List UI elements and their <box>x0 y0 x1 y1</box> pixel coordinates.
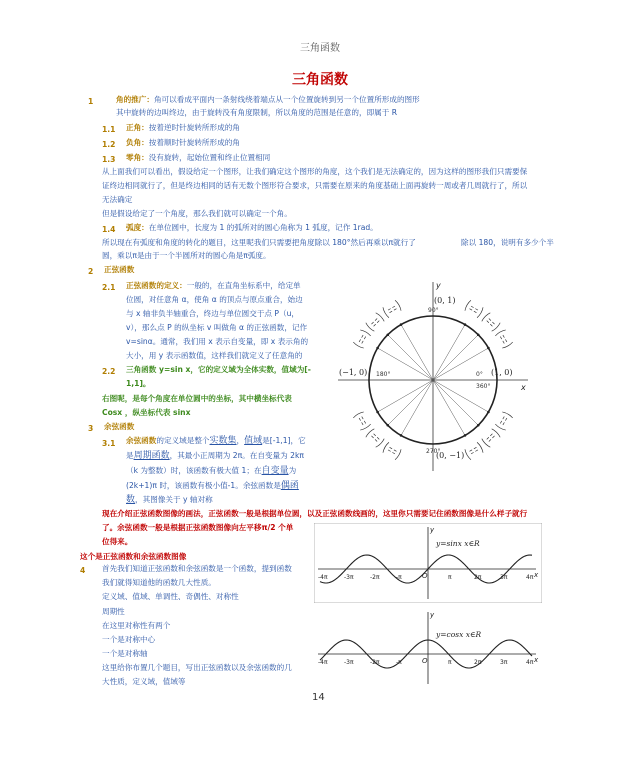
sine-graph <box>314 523 542 603</box>
paragraph-line: 无法确定 <box>102 195 133 204</box>
point-0-1-label: (0, 1) <box>434 296 456 305</box>
paragraph-line: 这个是正弦函数和余弦函数图像 <box>80 552 187 561</box>
section-number: 4 <box>80 566 86 575</box>
subsection-line <box>126 122 240 133</box>
subsection-number: 1.1 <box>102 125 116 134</box>
section-number: 2 <box>88 267 94 276</box>
angle-spoke <box>388 380 433 425</box>
paragraph-line: Cosx ，纵坐标代表 sinx <box>102 408 191 417</box>
x-axis-label: x <box>521 383 526 392</box>
circle-point <box>386 424 389 427</box>
section-text: 其中旋转的边叫终边，由于旋转没有角度限制，所以角度的范围是任意的，即属于 R <box>116 108 398 117</box>
angle-spoke <box>433 380 465 435</box>
circle-point <box>386 333 389 336</box>
cosine-graph <box>314 608 542 688</box>
coordinate-label-glyph <box>365 428 385 448</box>
circle-point <box>464 323 467 326</box>
deg-360-label: 360° <box>476 383 491 390</box>
tick-label: -3π <box>344 574 354 581</box>
coordinate-label-glyph <box>495 329 513 349</box>
unit-circle-figure <box>338 281 528 471</box>
paragraph-line <box>126 450 304 462</box>
paragraph-line: 与 x 轴非负半轴重合，终边与单位圆交于点 P（u， <box>126 309 300 318</box>
y-axis-label: y <box>430 526 435 534</box>
term: 周期函数 <box>133 451 170 461</box>
coordinate-label-glyph <box>353 411 371 431</box>
point-neg1-0-label: (−1, 0) <box>339 368 368 377</box>
section-number: 3 <box>88 424 94 433</box>
origin-label: O <box>422 657 428 665</box>
paragraph-line: 证终边相同就行了，但是终边相同的话有无数个图形符合要求，只需要在原来的角度基础上面再旋转一周或者几周就行了，所以 <box>102 181 528 190</box>
paragraph-line: 大小，用 y 表示函数值，这样我们就定义了任意角的 <box>126 351 303 360</box>
coordinate-label-stroke <box>365 428 385 448</box>
section-text: 角可以看成平面内一条射线绕着端点从一个位置旋转到另一个位置所形成的图形 <box>153 95 420 104</box>
tick-label: π <box>448 574 452 581</box>
coordinate-label-stroke <box>495 329 513 349</box>
text: (2k+1)π 时，该函数有极小值-1。余弦函数是 <box>126 481 281 490</box>
circle-point <box>487 411 490 414</box>
paragraph-line: v=sinα。通常，我们用 x 表示自变量，即 x 表示角的 <box>126 337 309 346</box>
tick-label: -π <box>396 659 402 666</box>
section-1-line <box>116 94 420 105</box>
paragraph-line <box>126 435 306 447</box>
subsection-heading: 1,1]。 <box>126 379 151 388</box>
unit-circle-diagram <box>336 276 536 476</box>
subsection-number: 1.4 <box>102 225 116 234</box>
text: 为 <box>288 466 297 475</box>
point-1-0-label: (1, 0) <box>491 368 513 377</box>
deg-0-label: 0° <box>476 371 483 378</box>
circle-point <box>464 434 467 437</box>
angle-spoke <box>378 380 433 412</box>
paragraph-line: 一个是对称中心 <box>102 635 156 644</box>
angle-spoke <box>401 325 433 380</box>
subsection-text: 按着逆时针旋转所形成的角 <box>148 123 240 132</box>
paragraph-line: 但是假设给定了一个角度，那么我们就可以确定一个角。 <box>102 209 292 218</box>
text: ，其图像关于 y 轴对称 <box>135 495 213 504</box>
text: （k 为整数）时，该函数有极大值 1；在 <box>126 466 262 475</box>
coordinate-label-glyph <box>365 312 385 332</box>
tick-label: -3π <box>344 659 354 666</box>
section-number: 1 <box>88 97 94 106</box>
paragraph-line: 一个是对称轴 <box>102 649 148 658</box>
term: 余弦函数 <box>126 436 157 445</box>
subsection-heading: 正弦函数的定义： <box>126 281 187 290</box>
circle-point <box>487 347 490 350</box>
x-axis-label: x <box>534 571 539 579</box>
subsection-line <box>126 280 301 291</box>
coordinate-label-stroke <box>382 300 402 318</box>
circle-point <box>376 347 379 350</box>
paragraph-line: 这里给你布置几个题目，写出正弦函数以及余弦函数的几 <box>102 663 292 672</box>
circle-point <box>477 424 480 427</box>
tick-label: 3π <box>500 574 508 581</box>
tick-label: 2π <box>474 659 482 666</box>
coordinate-label-glyph <box>382 442 402 460</box>
section-heading: 余弦函数 <box>104 422 135 431</box>
section-heading: 角的推广： <box>116 95 154 104</box>
sine-function-label: y=sinx x∈R <box>436 539 480 548</box>
deg-270-label: 270° <box>426 448 441 455</box>
tick-label: 4π <box>526 574 534 581</box>
circle-point <box>376 411 379 414</box>
coordinate-label-stroke <box>464 300 484 318</box>
tick-label: π <box>448 659 452 666</box>
coordinate-label-stroke <box>481 312 501 332</box>
paragraph-line: 位圆，对任意角 α，使角 α 的顶点与原点重合，始边 <box>126 295 303 304</box>
subsection-number: 1.2 <box>102 140 116 149</box>
text: 是[-1,1]，它 <box>262 436 306 445</box>
deg-90-label: 90° <box>428 307 439 314</box>
paragraph-line <box>126 465 296 477</box>
tick-label: -4π <box>318 574 328 581</box>
paragraph-line: 右图呢，是每个角度在单位圆中的坐标，其中横坐标代表 <box>102 394 292 403</box>
coordinate-label-glyph <box>464 442 484 460</box>
subsection-heading: 负角： <box>126 138 149 147</box>
deg-180-label: 180° <box>376 371 391 378</box>
term: 偶函 <box>280 481 299 491</box>
circle-point <box>400 434 403 437</box>
subsection-heading: 正角： <box>126 123 149 132</box>
page-title: 三角函数 <box>292 72 348 88</box>
subsection-heading: 三角函数 y=sin x，它的定义域为全体实数，值域为[- <box>126 365 311 374</box>
coordinate-label-stroke <box>382 442 402 460</box>
running-header: 三角函数 <box>300 43 340 54</box>
paragraph-line <box>126 480 299 492</box>
paragraph-line: 所以现在有弧度和角度的转化的题目，这里呢我们只需要把角度除以 180°然后再乘以π就行了 <box>102 238 416 247</box>
x-axis-label: x <box>534 656 539 664</box>
subsection-line <box>126 152 270 163</box>
angle-spoke <box>388 335 433 380</box>
coordinate-label-stroke <box>353 411 371 431</box>
term: 值域 <box>244 436 263 446</box>
angle-spoke <box>433 335 478 380</box>
cosine-function-label: y=cosx x∈R <box>436 630 482 639</box>
origin-label: O <box>422 572 428 580</box>
text: 是 <box>126 451 134 460</box>
paragraph-line: v），那么点 P 的纵坐标 v 叫做角 α 的正弦函数，记作 <box>126 323 308 332</box>
coordinate-label-glyph <box>464 300 484 318</box>
paragraph-line: 了。余弦函数一般是根据正弦函数图像向左平移π/2 个单 <box>102 523 294 532</box>
angle-spoke <box>401 380 433 435</box>
circle-point <box>400 323 403 326</box>
tick-label: 2π <box>474 574 482 581</box>
subsection-text: 在单位圆中，长度为 1 的弧所对的圆心角称为 1 弧度，记作 1rad。 <box>148 223 378 232</box>
text: ， <box>236 436 245 445</box>
subsection-number: 1.3 <box>102 155 116 164</box>
coordinate-label-stroke <box>481 428 501 448</box>
subsection-number: 2.2 <box>102 367 116 376</box>
tick-label: 3π <box>500 659 508 666</box>
angle-spoke <box>433 380 478 425</box>
paragraph-line: 周期性 <box>102 607 125 616</box>
paragraph-line: 现在介绍正弦函数图像的画法，正弦函数一般是根据单位圆，以及正弦函数线画的，这里你只需要记住函数图像是什么样子就行 <box>102 509 528 518</box>
subsection-line <box>126 137 240 148</box>
point-0-neg1-label: (0, −1) <box>436 451 465 460</box>
circle-point <box>477 333 480 336</box>
term: 自变量 <box>261 466 289 476</box>
subsection-text: 一般的，在直角坐标系中，给定单 <box>186 281 301 290</box>
coordinate-label-stroke <box>464 442 484 460</box>
coordinate-label-glyph <box>495 411 513 431</box>
subsection-number: 3.1 <box>102 439 116 448</box>
paragraph-line: 大性质，定义域，值域等 <box>102 677 186 686</box>
paragraph-line: 定义域、值域、单调性、奇偶性、对称性 <box>102 592 239 601</box>
paragraph-line: 除以 180，说明有多少个半 <box>461 238 554 247</box>
coordinate-label-stroke <box>495 411 513 431</box>
coordinate-label-stroke <box>353 329 371 349</box>
subsection-heading: 零角： <box>126 153 149 162</box>
tick-label: -2π <box>370 659 380 666</box>
paragraph-line: 位得来。 <box>102 537 133 546</box>
term: 实数集 <box>209 436 237 446</box>
y-axis-label: y <box>436 281 441 290</box>
subsection-text: 没有旋转，起始位置和终止位置相同 <box>148 153 271 162</box>
paragraph-line: 首先我们知道正弦函数和余弦函数是一个函数，提到函数 <box>102 564 292 573</box>
paragraph-line: 我们就得知道他的函数几大性质。 <box>102 578 216 587</box>
paragraph-line: 圆，乘以π是由于一个半圆所对的圆心角是π弧度。 <box>102 251 271 260</box>
tick-label: 4π <box>526 659 534 666</box>
paragraph-line <box>126 494 213 506</box>
angle-spoke <box>433 325 465 380</box>
tick-label: -4π <box>318 659 328 666</box>
page-number: 14 <box>312 692 325 703</box>
coordinate-label-glyph <box>481 428 501 448</box>
coordinate-label-stroke <box>365 312 385 332</box>
subsection-text: 按着顺时针旋转所形成的角 <box>148 138 240 147</box>
section-heading: 正弦函数 <box>104 265 135 274</box>
subsection-line <box>126 222 378 233</box>
paragraph-line: 在这里对称性有两个 <box>102 621 171 630</box>
y-axis-label: y <box>430 611 435 619</box>
term: 数 <box>126 495 136 505</box>
coordinate-label-glyph <box>481 312 501 332</box>
subsection-number: 2.1 <box>102 283 116 292</box>
coordinate-label-glyph <box>382 300 402 318</box>
text: ，其最小正周期为 2π。在自变量为 2kπ <box>169 451 304 460</box>
paragraph-line: 从上面我们可以看出，假设给定一个图形，让我们确定这个图形的角度，这个我们是无法确定的，因为这样的图形我们只需要保 <box>102 167 528 176</box>
coordinate-label-glyph <box>353 329 371 349</box>
tick-label: -π <box>396 574 402 581</box>
text: 的定义域是整个 <box>156 436 210 445</box>
subsection-heading: 弧度： <box>126 223 149 232</box>
tick-label: -2π <box>370 574 380 581</box>
